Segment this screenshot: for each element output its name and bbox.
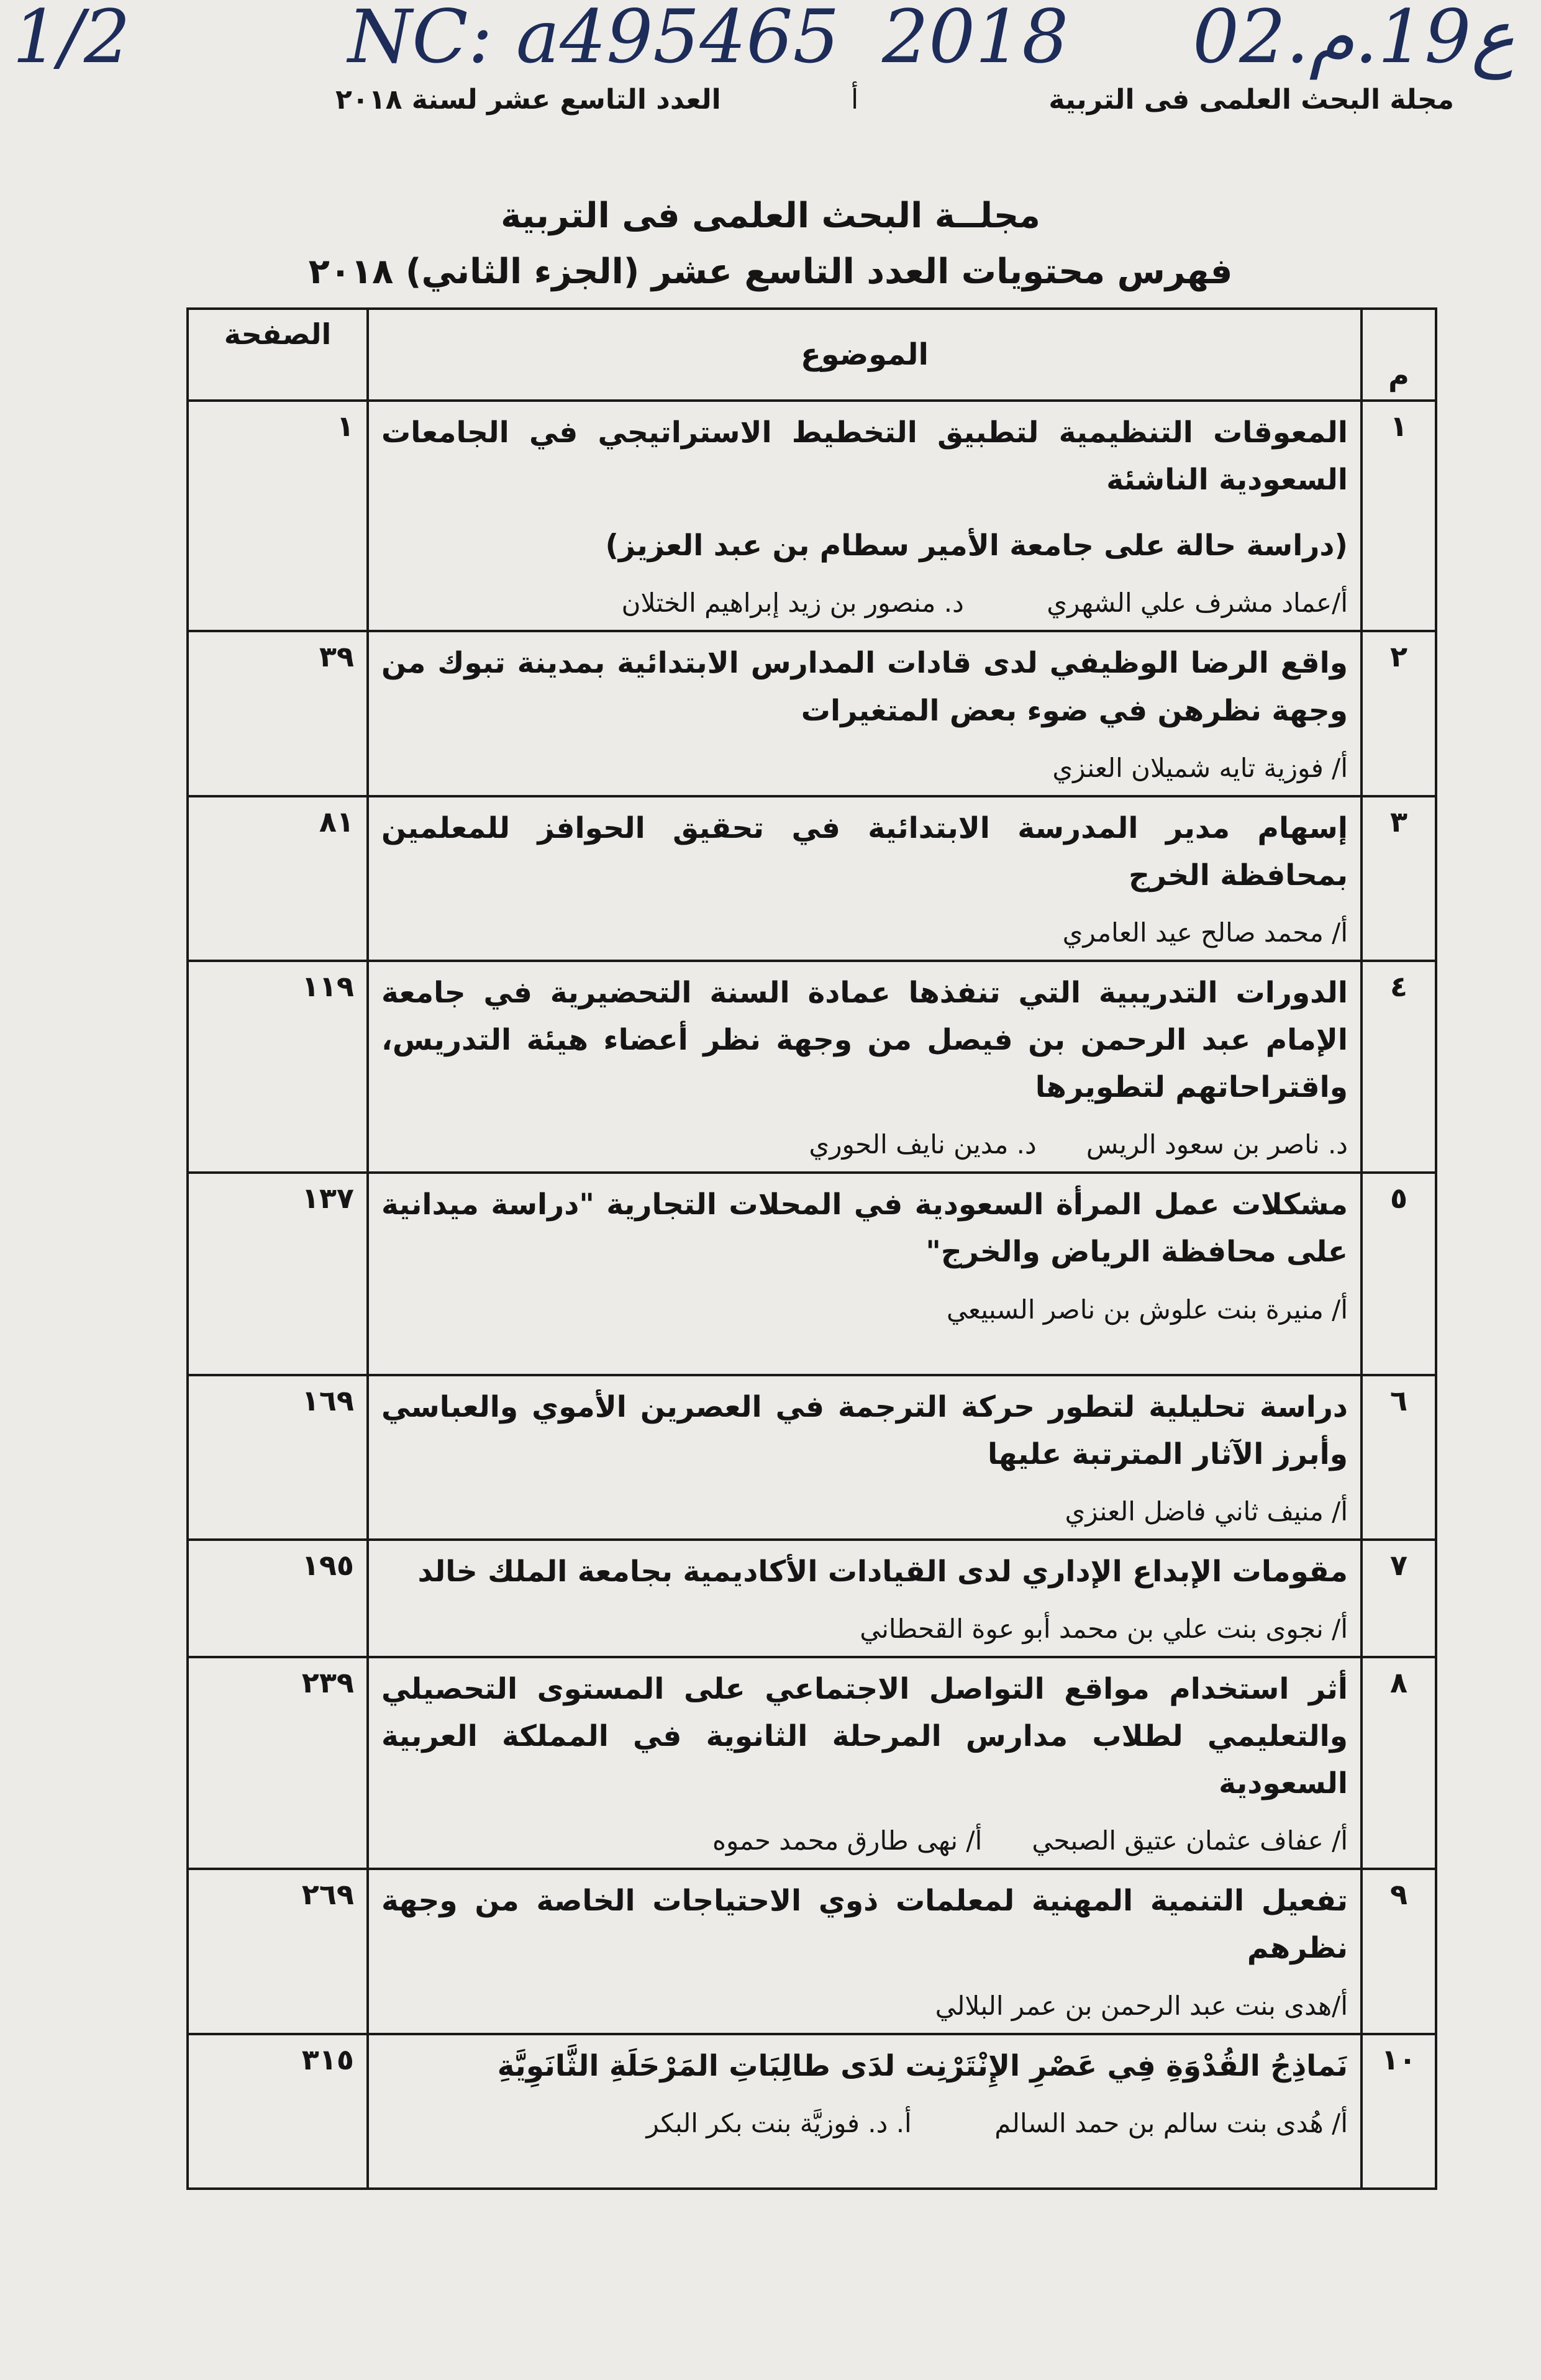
entry-page-number: ٣١٥ <box>188 2034 368 2189</box>
entry-authors: أ/ منيف ثاني فاضل العنزي <box>1065 1496 1348 1527</box>
column-header-page: الصفحة <box>188 309 368 401</box>
table-row <box>188 796 1436 961</box>
entry-topic-cell <box>368 401 1361 631</box>
table-row <box>188 1173 1436 1374</box>
table-row <box>188 1657 1436 1869</box>
entry-authors: أ/ منيرة بنت علوش بن ناصر السبيعي <box>946 1294 1348 1325</box>
entry-topic-cell <box>368 961 1361 1173</box>
table-row <box>188 1869 1436 2033</box>
table-row <box>188 2034 1436 2189</box>
entry-authors: أ/ محمد صالح عيد العامري <box>1062 917 1348 948</box>
entry-authors: أ/ فوزية تايه شميلان العنزي <box>1052 752 1348 783</box>
entry-title: نَماذِجُ القُدْوَةِ فِي عَصْرِ الإِنْتَرْنِت لدَى طالِبَاتِ المَرْحَلَةِ الثَّانَوِيَّةِ <box>497 2048 1348 2083</box>
entry-topic-cell <box>368 1540 1361 1657</box>
table-row <box>188 1540 1436 1657</box>
entry-topic-cell <box>368 1869 1361 2033</box>
entry-title: واقع الرضا الوظيفي لدى قادات المدارس الابتدائية بمدينة تبوك من وجهة نظرهن في ضوء بعض المتغيرات <box>381 646 1348 728</box>
entry-page-number: ١٦٩ <box>188 1375 368 1540</box>
entry-number: ٤ <box>1361 961 1436 1173</box>
table-body <box>188 401 1436 2189</box>
entry-topic-cell <box>368 1375 1361 1540</box>
entry-topic-cell <box>368 1173 1361 1374</box>
entry-authors: أ/هدى بنت عبد الرحمن بن عمر البلالي <box>935 1990 1348 2021</box>
column-header-topic: الموضوع <box>368 309 1361 401</box>
entry-title: المعوقات التنظيمية لتطبيق التخطيط الاستراتيجي في الجامعات السعودية الناشئة <box>381 416 1348 497</box>
entry-title: إسهام مدير المدرسة الابتدائية في تحقيق الحوافز للمعلمين بمحافظة الخرج <box>381 811 1348 892</box>
running-header-page-letter: أ <box>851 84 859 116</box>
entry-number: ٣ <box>1361 796 1436 961</box>
entry-topic-cell <box>368 631 1361 796</box>
entry-number: ١ <box>1361 401 1436 631</box>
entry-number: ٢ <box>1361 631 1436 796</box>
toc-subtitle: فهرس محتويات العدد التاسع عشر (الجزء الثاني) ٢٠١٨ <box>308 252 1233 292</box>
running-header-issue: العدد التاسع عشر لسنة ٢٠١٨ <box>335 84 721 116</box>
entry-number: ٨ <box>1361 1657 1436 1869</box>
entry-title: أثر استخدام مواقع التواصل الاجتماعي على المستوى التحصيلي والتعليمي لطلاب مدارس المرحلة الثانوية في المملكة العربية السعودية <box>381 1671 1348 1801</box>
entry-authors: د. ناصر بن سعود الريس د. مدين نايف الحوري <box>809 1129 1348 1160</box>
entry-page-number: ١١٩ <box>188 961 368 1173</box>
entry-topic-cell <box>368 2034 1361 2189</box>
table-header-row <box>188 309 1436 401</box>
column-header-number: م <box>1361 309 1436 401</box>
entry-authors: أ/ هُدى بنت سالم بن حمد السالم أ. د. فوزيَّة بنت بكر البكر <box>646 2107 1348 2138</box>
entry-page-number: ١ <box>188 401 368 631</box>
entry-title: تفعيل التنمية المهنية لمعلمات ذوي الاحتياجات الخاصة من وجهة نظرهم <box>381 1884 1348 1966</box>
handwritten-year: 2018 <box>882 0 1069 79</box>
table-row <box>188 401 1436 631</box>
entry-authors: أ/ عفاف عثمان عتيق الصبحي أ/ نهى طارق محمد حموه <box>712 1825 1348 1856</box>
entry-page-number: ٢٣٩ <box>188 1657 368 1869</box>
entry-topic-cell <box>368 796 1361 961</box>
entry-page-number: ٢٦٩ <box>188 1869 368 2033</box>
journal-title: مجلــة البحث العلمى فى التربية <box>501 196 1040 236</box>
entry-page-number: ٣٩ <box>188 631 368 796</box>
table-row <box>188 1375 1436 1540</box>
entry-authors: أ/ نجوى بنت علي بن محمد أبو عوة القحطاني <box>860 1613 1348 1644</box>
entry-topic-cell <box>368 1657 1361 1869</box>
handwritten-nc-number: NC: a495465 <box>348 0 840 79</box>
entry-number: ٦ <box>1361 1375 1436 1540</box>
contents-table <box>186 307 1437 2190</box>
entry-number: ٧ <box>1361 1540 1436 1657</box>
entry-page-number: ١٣٧ <box>188 1173 368 1374</box>
running-header-journal: مجلة البحث العلمى فى التربية <box>1048 84 1454 116</box>
table-row <box>188 961 1436 1173</box>
entry-number: ٩ <box>1361 1869 1436 2033</box>
entry-title: الدورات التدريبية التي تنفذها عمادة السنة التحضيرية في جامعة الإمام عبد الرحمن بن فيصل من وجهة نظر أعضاء هيئة التدريس، واقتراحاتهم لتطويرها <box>381 975 1348 1105</box>
entry-title: دراسة تحليلية لتطور حركة الترجمة في العصرين الأموي والعباسي وأبرز الآثار المترتبة عليها <box>381 1389 1348 1471</box>
table-row <box>188 631 1436 796</box>
handwritten-code: 02.ع19.م <box>1193 0 1515 79</box>
handwritten-fraction: 1/2 <box>12 0 130 79</box>
entry-number: ٥ <box>1361 1173 1436 1374</box>
entry-title: مقومات الإبداع الإداري لدى القيادات الأكاديمية بجامعة الملك خالد <box>417 1554 1348 1589</box>
entry-page-number: ١٩٥ <box>188 1540 368 1657</box>
entry-subtitle: (دراسة حالة على جامعة الأمير سطام بن عبد العزيز) <box>605 529 1348 563</box>
entry-authors: أ/عماد مشرف علي الشهري د. منصور بن زيد إبراهيم الختلان <box>621 588 1348 619</box>
entry-title: مشكلات عمل المرأة السعودية في المحلات التجارية "دراسة ميدانية على محافظة الرياض والخرج" <box>381 1188 1348 1269</box>
entry-number: ١٠ <box>1361 2034 1436 2189</box>
entry-page-number: ٨١ <box>188 796 368 961</box>
